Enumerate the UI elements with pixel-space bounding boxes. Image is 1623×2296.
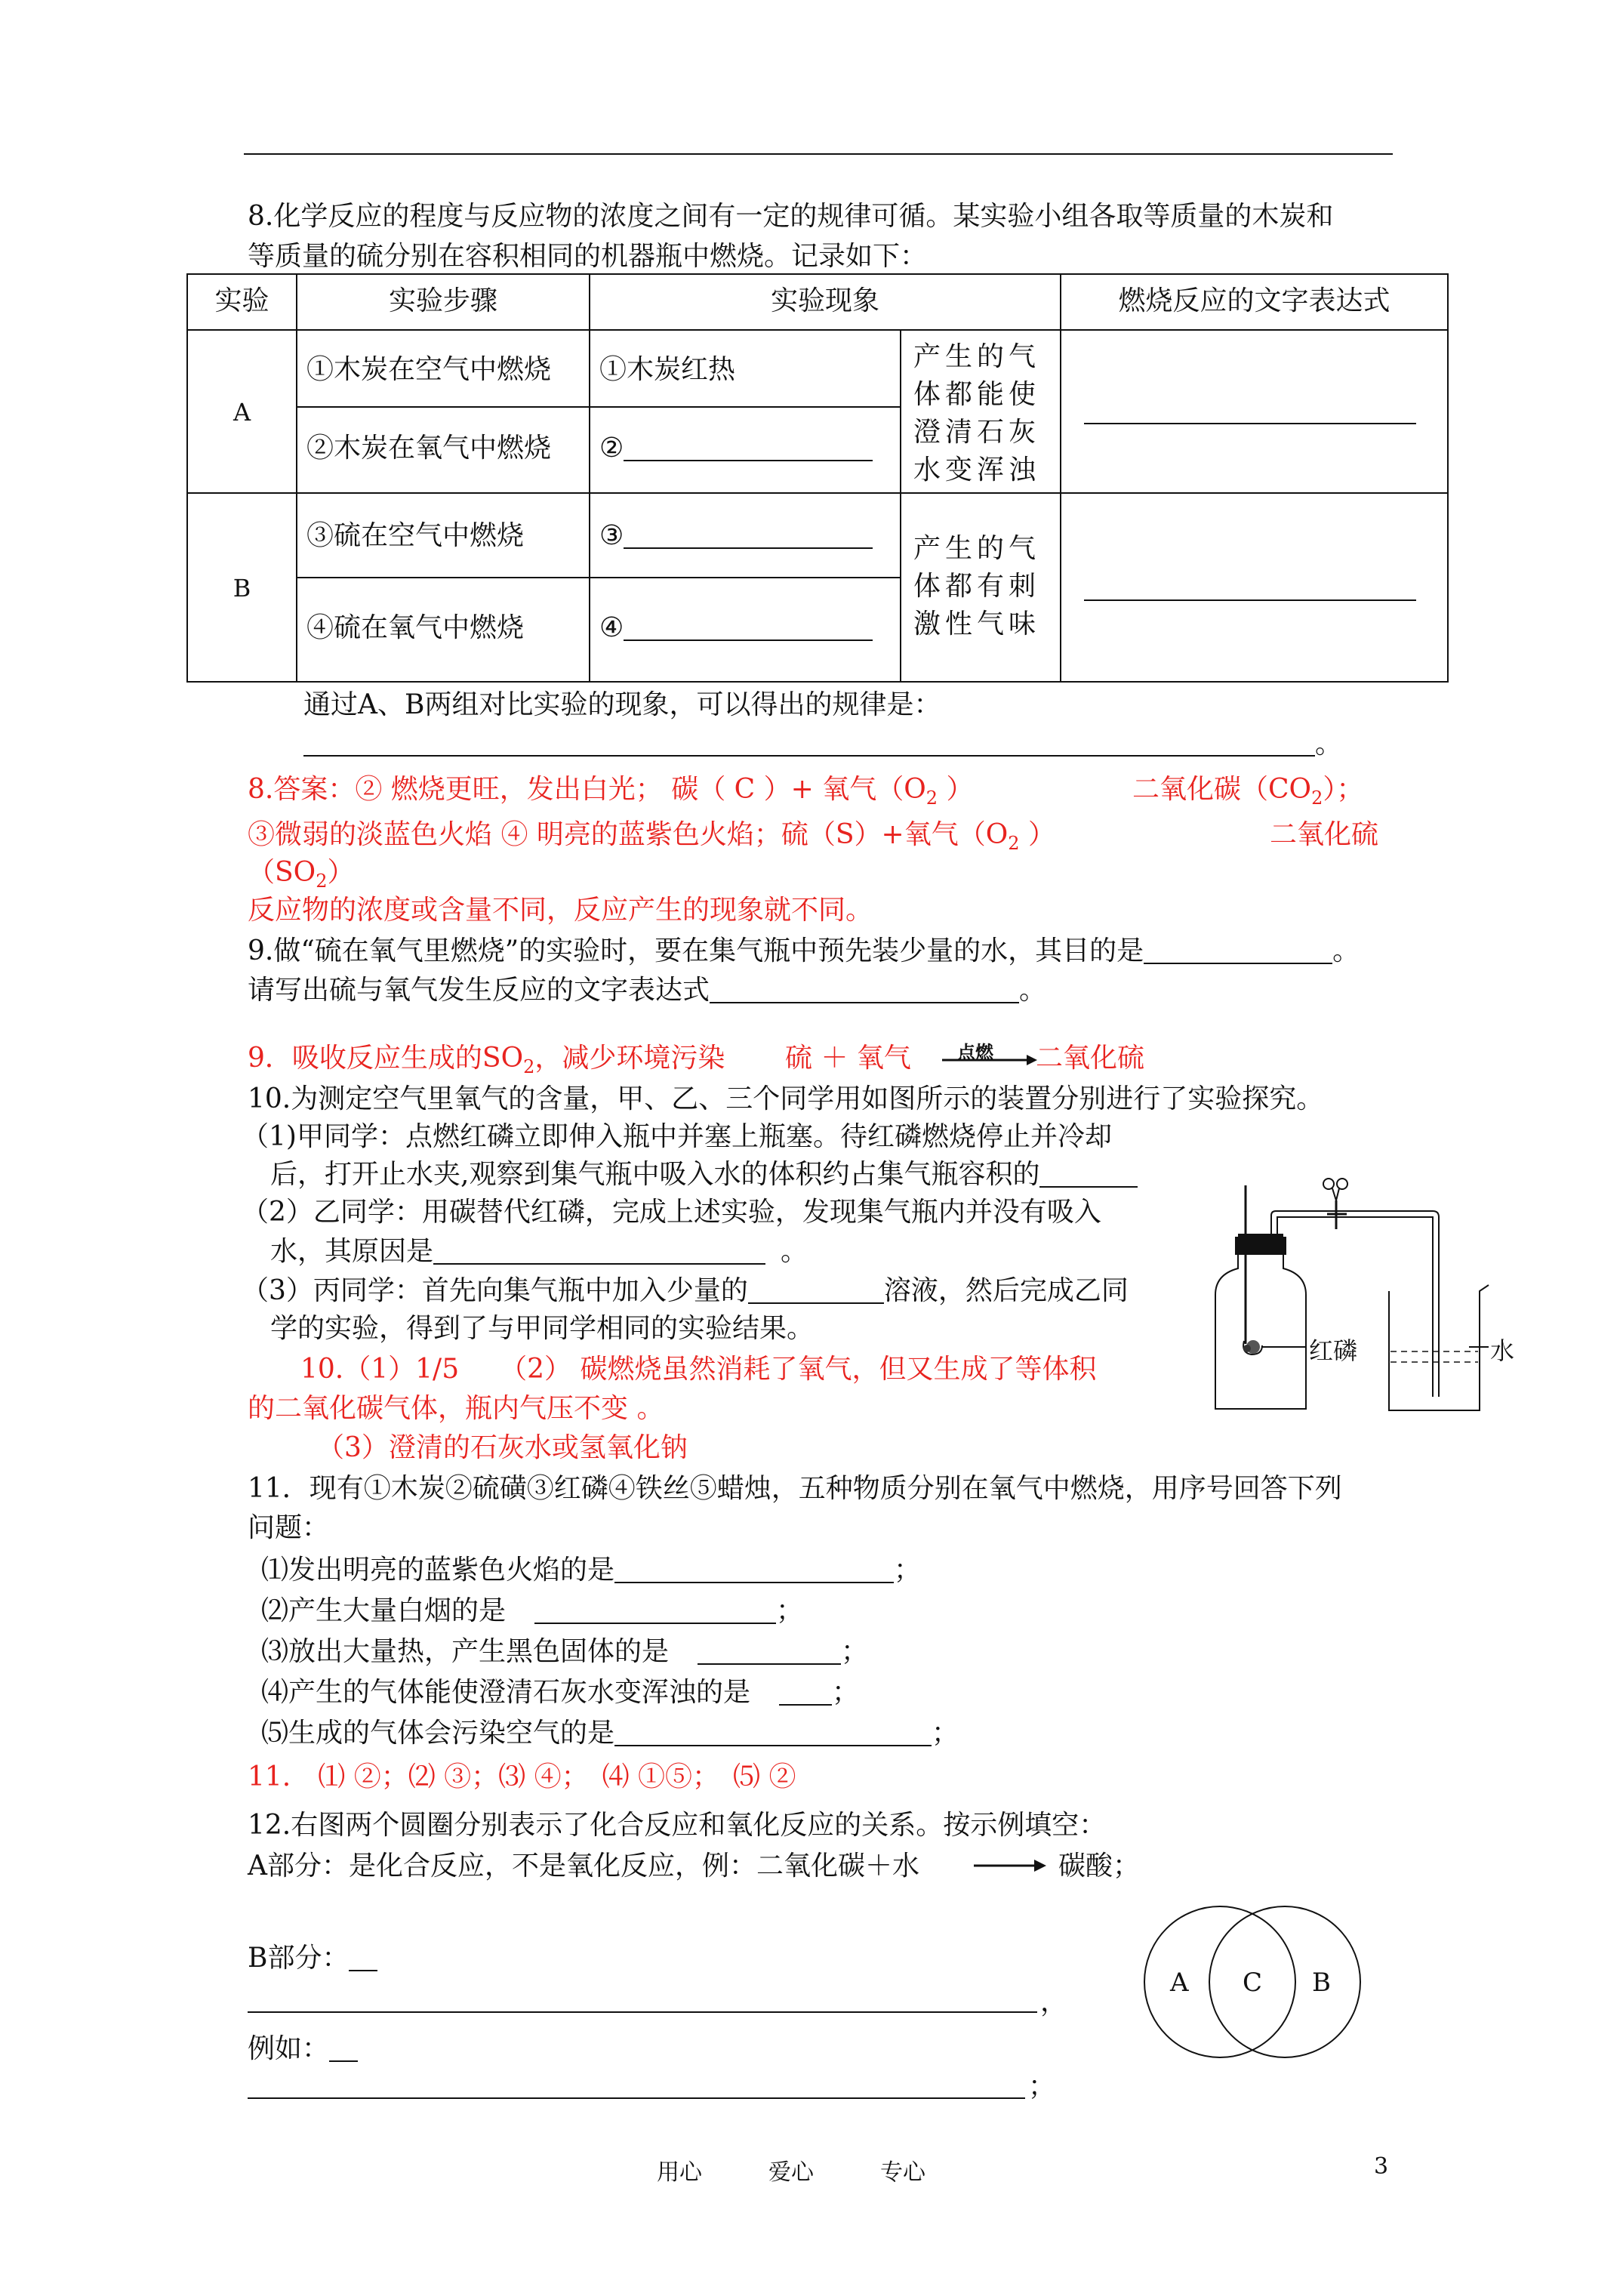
volume-blank[interactable] <box>1039 1163 1138 1188</box>
step-4: ④硫在氧气中燃烧 <box>306 612 525 643</box>
step-3: ③硫在空气中燃烧 <box>306 520 525 551</box>
answer-blank[interactable] <box>624 617 873 641</box>
q8-answer-line1-right: 二氧化碳$(CO_2)$； <box>1132 774 1364 809</box>
solution-blank[interactable] <box>748 1280 884 1304</box>
q10-intro: 10.为测定空气里氧气的含量，甲、乙、三个同学用如图所示的装置分别进行了实验探究。 <box>248 1083 1324 1114</box>
q10-p1-line2: 后，打开止水夹,观察到集气瓶中吸入水的体积约占集气瓶容积的 <box>270 1157 1138 1193</box>
q12-example-end: ； <box>1028 2071 1056 2102</box>
answer-blank[interactable] <box>698 1641 841 1665</box>
q12-intro: 12.右图两个圆圈分别表示了化合反应和氧化反应的关系。按示例填空： <box>248 1810 1107 1841</box>
page-number: 3 <box>1374 2153 1389 2180</box>
table-header-phenomena: 实验现象 <box>770 285 879 316</box>
q10-p2-line2: 水，其原因是 。 <box>270 1236 808 1267</box>
q11-item-2: ⑵产生大量白烟的是 ； <box>261 1595 804 1626</box>
q8-text-line1: 8.化学反应的程度与反应物的浓度之间有一定的规律可循。某实验小组各取等质量的木炭和 <box>248 201 1334 232</box>
footer-motto-2: 爱心 <box>768 2159 814 2186</box>
q9-answer-product: 二氧化硫 <box>1036 1043 1145 1074</box>
table-header-expression: 燃烧反应的文字表达式 <box>1118 285 1390 316</box>
step-1: ①木炭在空气中燃烧 <box>306 354 552 385</box>
venn-label-a: A <box>1170 1968 1189 1998</box>
q8-answer-line3: $(SO_2)$ <box>248 857 355 892</box>
venn-label-b: B <box>1312 1968 1331 1998</box>
note-b: 产生的气 体都有刺 激性气味 <box>913 533 1041 639</box>
q9-answer: 9．吸收反应生成的$SO_2$，减少环境污染 <box>248 1043 725 1078</box>
footer-motto-1: 用心 <box>657 2159 702 2186</box>
ignite-arrow: 点燃 <box>941 1039 1039 1069</box>
q8-answer-line2: ③微弱的淡蓝色火焰 ④ 明亮的蓝紫色火焰；硫（S）+氧气（$O_2$ ） <box>248 819 1055 855</box>
q9-line1: 9.做“硫在氧气里燃烧”的实验时，要在集气瓶中预先装少量的水，其目的是 。 <box>248 935 1360 966</box>
q8-conclusion: 通过A、B两组对比实验的现象，可以得出的规律是： <box>303 689 941 720</box>
q8-answer-line1: 8.答案：② 燃烧更旺，发出白光； 碳（ C ）+ 氧气（$O_2$ ） <box>248 774 974 809</box>
answer-blank[interactable] <box>349 1947 377 1971</box>
expression-blank[interactable] <box>710 979 1019 1003</box>
answer-blank[interactable] <box>329 2038 358 2062</box>
arrow-icon <box>972 1854 1048 1880</box>
q10-p2-line1: （2）乙同学：用碳替代红磷，完成上述实验，发现集气瓶内并没有吸入 <box>242 1197 1101 1228</box>
header-rule <box>244 153 1393 155</box>
label-water: 水 <box>1490 1336 1515 1365</box>
apparatus-figure <box>1193 1170 1515 1419</box>
phenomenon-1: ①木炭红热 <box>599 354 736 385</box>
q12-part-a-product: 碳酸； <box>1058 1851 1141 1881</box>
answer-blank[interactable] <box>624 525 873 549</box>
group-a-label: A <box>233 398 251 427</box>
expression-blank-a[interactable] <box>1084 423 1416 424</box>
q12-part-a: A部分：是化合反应，不是氧化反应，例：二氧化碳＋水 <box>248 1851 919 1881</box>
phenomenon-3: ③ <box>599 518 873 554</box>
phenomenon-2: ② <box>599 430 873 467</box>
footer-motto-3: 专心 <box>880 2159 925 2186</box>
label-red-phosphorus: 红磷 <box>1309 1336 1358 1365</box>
q10-p3-line1: （3）丙同学：首先向集气瓶中加入少量的 溶液，然后完成乙同 <box>242 1275 1129 1306</box>
phenomenon-4: ④ <box>599 610 873 646</box>
answer-blank[interactable] <box>614 1722 932 1746</box>
q10-answer2: 的二氧化碳气体，瓶内气压不变 。 <box>248 1393 664 1424</box>
q9-line2: 请写出硫与氧气发生反应的文字表达式 。 <box>248 975 1047 1006</box>
q10-p3-line2: 学的实验，得到了与甲同学相同的实验结果。 <box>270 1313 815 1344</box>
q8-text-line2: 等质量的硫分别在容积相同的机器瓶中燃烧。记录如下： <box>248 241 928 272</box>
q8-answer-line2-right: 二氧化硫 <box>1270 819 1379 850</box>
q11-answer: 11. ⑴ ②；⑵ ③；⑶ ④； ⑷ ①⑤； ⑸ ② <box>248 1761 796 1792</box>
part-b-blank[interactable] <box>248 2011 1037 2013</box>
answer-blank[interactable] <box>779 1681 832 1706</box>
q8-answer-line4: 反应物的浓度或含量不同，反应产生的现象就不同。 <box>248 895 873 926</box>
note-a: 产生的气 体都能使 澄清石灰 水变浑浊 <box>913 341 1041 485</box>
q11-item-4: ⑷产生的气体能使澄清石灰水变浑浊的是 ； <box>261 1677 860 1708</box>
q11-intro2: 问题： <box>248 1512 330 1543</box>
q8-conclusion-end: 。 <box>1315 729 1343 760</box>
purpose-blank[interactable] <box>1144 940 1332 964</box>
example-blank[interactable] <box>248 2097 1025 2099</box>
answer-blank[interactable] <box>624 437 873 461</box>
reason-blank[interactable] <box>433 1240 765 1265</box>
venn-label-c: C <box>1243 1968 1263 1998</box>
q12-part-b-end: ， <box>1040 1986 1068 2017</box>
q9-answer-equation: 硫 ＋ 氧气 <box>785 1043 911 1074</box>
group-b-label: B <box>233 574 251 603</box>
step-2: ②木炭在氧气中燃烧 <box>306 433 552 464</box>
answer-blank[interactable] <box>614 1559 894 1583</box>
q11-item-1: ⑴发出明亮的蓝紫色火焰的是 ； <box>261 1555 922 1586</box>
q12-example: 例如： <box>248 2031 358 2067</box>
table-header-experiment: 实验 <box>214 285 269 316</box>
conclusion-blank[interactable] <box>303 755 1315 757</box>
q11-item-5: ⑸生成的气体会污染空气的是 ； <box>261 1718 959 1749</box>
q10-answer1: 10.（1）1/5 （2） 碳燃烧虽然消耗了氧气，但又生成了等体积 <box>300 1354 1097 1385</box>
expression-blank-b[interactable] <box>1084 599 1416 601</box>
q12-part-b: B部分： <box>248 1940 377 1977</box>
q11-intro1: 11．现有①木炭②硫磺③红磷④铁丝⑤蜡烛，五种物质分别在氧气中燃烧，用序号回答下列 <box>248 1473 1342 1504</box>
table-header-steps: 实验步骤 <box>388 285 497 316</box>
q10-answer3: （3）澄清的石灰水或氢氧化钠 <box>317 1432 688 1463</box>
answer-blank[interactable] <box>534 1600 776 1624</box>
venn-diagram <box>1140 1895 1366 2069</box>
q10-p1-line1: （1)甲同学：点燃红磷立即伸入瓶中并塞上瓶塞。待红磷燃烧停止并冷却 <box>242 1121 1112 1152</box>
q11-item-3: ⑶放出大量热，产生黑色固体的是 ； <box>261 1636 869 1667</box>
